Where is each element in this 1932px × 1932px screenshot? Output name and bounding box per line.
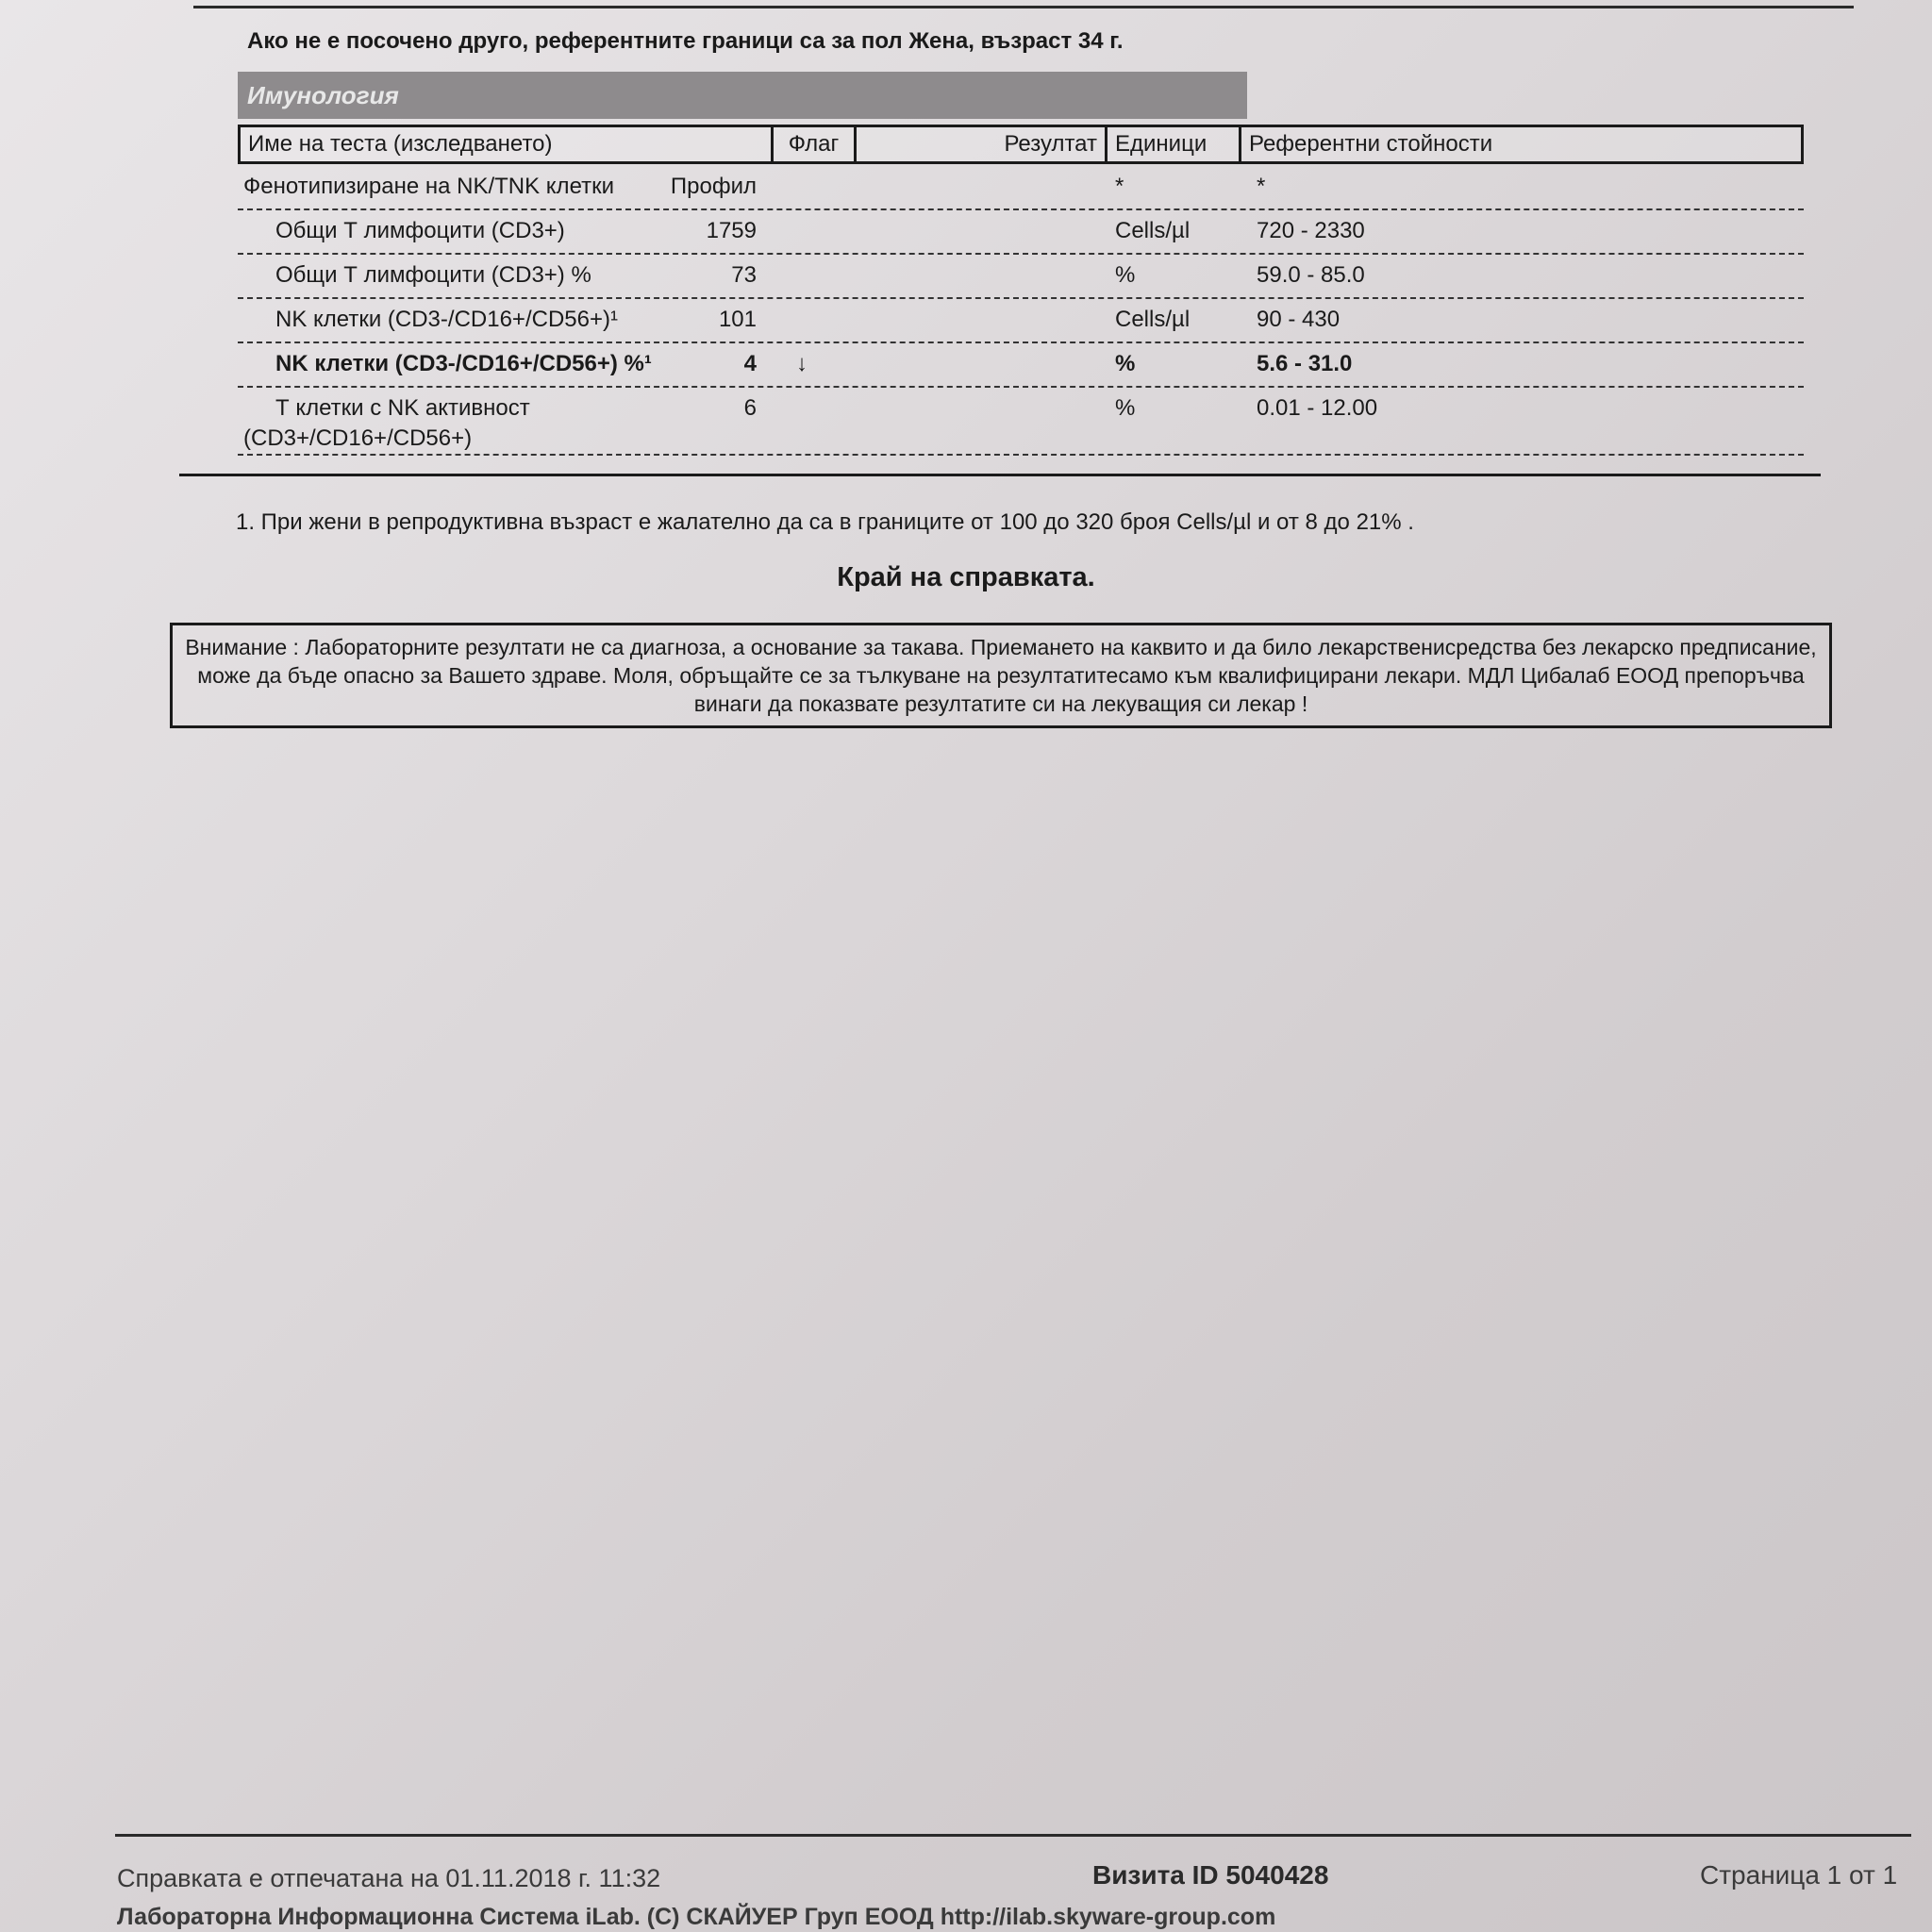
test-units: Cells/µl	[1115, 218, 1191, 243]
table-row	[238, 299, 1804, 343]
results-table-body	[238, 166, 1804, 456]
test-result: Профил	[670, 174, 757, 199]
column-header-result: Резултат	[857, 127, 1108, 161]
test-reference: 5.6 - 31.0	[1257, 351, 1353, 376]
test-result: 6	[743, 395, 757, 421]
table-row	[238, 255, 1804, 299]
test-reference: 59.0 - 85.0	[1257, 262, 1365, 288]
section-title: Имунология	[238, 72, 1247, 119]
test-name: Фенотипизиране на NK/TNK клетки	[243, 174, 615, 199]
low-flag-arrow-icon: ↓	[796, 351, 808, 376]
test-reference: 720 - 2330	[1257, 218, 1365, 243]
test-name: NK клетки (CD3-/CD16+/CD56+)¹	[275, 307, 618, 332]
test-units: *	[1115, 174, 1124, 199]
column-header-flag: Флаг	[774, 127, 857, 161]
test-units: %	[1115, 262, 1136, 288]
page-number: Страница 1 от 1	[1700, 1860, 1898, 1890]
test-name: NK клетки (CD3-/CD16+/CD56+) %¹	[275, 351, 652, 376]
test-reference: 90 - 430	[1257, 307, 1341, 332]
test-units: %	[1115, 395, 1136, 421]
test-name-line2: (CD3+/CD16+/CD56+)	[243, 425, 473, 451]
footer-divider	[115, 1834, 1911, 1837]
warning-box: Внимание : Лабораторните резултати не са диагноза, а основание за такава. Приемането на каквито и да било лекарственисредства без лекарско предписание, може да бъде опасно за Вашето здраве. Моля, обръщайте се за тълкуване на резултатитесамо към квалифицирани лекари. МДЛ Цибалаб ЕООД препоръчва винаги да показвате резултатите си на лекуващия си лекар !	[170, 623, 1832, 728]
test-units: %	[1115, 351, 1136, 376]
printed-timestamp: Справката е отпечатана на 01.11.2018 г. 11:32	[117, 1864, 661, 1892]
results-table-header	[238, 125, 1804, 164]
table-bottom-divider	[179, 474, 1821, 476]
reference-note: Ако не е посочено друго, референтните граници са за пол Жена, възраст 34 г.	[247, 28, 1124, 54]
column-header-units: Единици	[1108, 127, 1241, 161]
test-result: 73	[731, 262, 757, 288]
system-credit: Лабораторна Информационна Система iLab. (C) СКАЙУЕР Груп ЕООД http://ilab.skyware-group.com	[117, 1904, 1276, 1930]
test-units: Cells/µl	[1115, 307, 1191, 332]
test-name: Общи Т лимфоцити (CD3+) %	[275, 262, 591, 288]
top-divider	[193, 6, 1854, 8]
test-reference: 0.01 - 12.00	[1257, 395, 1378, 421]
table-row	[238, 388, 1804, 456]
test-result: 101	[718, 307, 757, 332]
column-header-reference: Референтни стойности	[1249, 131, 1493, 157]
visit-id: Визита ID 5040428	[1092, 1860, 1329, 1890]
column-header-name: Име на теста (изследването)	[241, 127, 774, 161]
test-reference: *	[1257, 174, 1266, 199]
footnote: 1. При жени в репродуктивна възраст е жалателно да са в границите от 100 до 320 броя Cells/µl и от 8 до 21% .	[236, 509, 1414, 535]
table-row	[238, 166, 1804, 210]
test-result: 1759	[706, 218, 757, 243]
test-name: Т клетки с NK активност	[275, 395, 530, 421]
table-row	[238, 210, 1804, 255]
end-of-report-title: Край на справката.	[837, 562, 1095, 592]
test-name: Общи Т лимфоцити (CD3+)	[275, 218, 565, 243]
test-result: 4	[743, 351, 757, 376]
table-row	[238, 343, 1804, 388]
